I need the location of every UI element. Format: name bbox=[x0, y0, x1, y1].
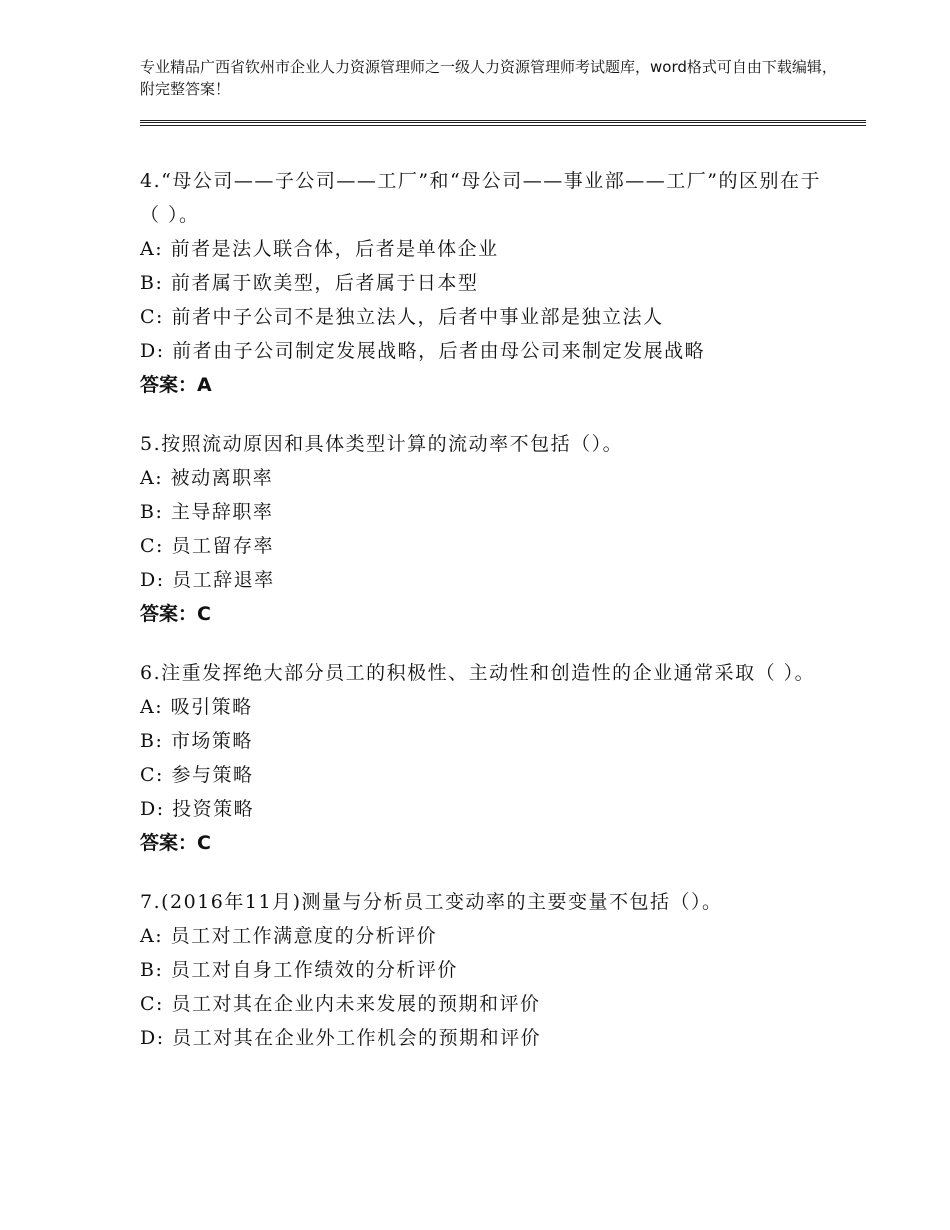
option-c: C: 员工留存率 bbox=[140, 535, 274, 557]
option-d: D: 前者由子公司制定发展战略，后者由母公司来制定发展战略 bbox=[140, 340, 706, 362]
question-title: 7.(2016年11月)测量与分析员工变动率的主要变量不包括（）。 bbox=[140, 891, 723, 913]
option-d: D: 员工对其在企业外工作机会的预期和评价 bbox=[140, 1027, 542, 1049]
option-b: B: 市场策略 bbox=[140, 730, 253, 752]
answer-label: 答案：C bbox=[140, 603, 211, 625]
option-c: C: 员工对其在企业内未来发展的预期和评价 bbox=[140, 993, 541, 1015]
answer-label: 答案：C bbox=[140, 832, 211, 854]
option-a: A: 前者是法人联合体，后者是单体企业 bbox=[140, 238, 499, 260]
option-a: A: 吸引策略 bbox=[140, 696, 253, 718]
question-list bbox=[140, 164, 830, 1080]
option-c: C: 前者中子公司不是独立法人，后者中事业部是独立法人 bbox=[140, 306, 664, 328]
option-b: B: 前者属于欧美型，后者属于日本型 bbox=[140, 272, 479, 294]
option-c: C: 参与策略 bbox=[140, 764, 254, 786]
question-4 bbox=[140, 164, 830, 402]
option-b: B: 员工对自身工作绩效的分析评价 bbox=[140, 959, 458, 981]
option-a: A: 被动离职率 bbox=[140, 467, 274, 489]
question-title: 6.注重发挥绝大部分员工的积极性、主动性和创造性的企业通常采取（ ）。 bbox=[140, 662, 816, 684]
option-a: A: 员工对工作满意度的分析评价 bbox=[140, 925, 438, 947]
header-text: 专业精品广西省钦州市企业人力资源管理师之一级人力资源管理师考试题库，word格式可自由下载编辑，附完整答案！ bbox=[140, 58, 837, 98]
question-5 bbox=[140, 427, 830, 631]
question-title: 4.“母公司——子公司——工厂”和“母公司——事业部——工厂”的区别在于（ ）。 bbox=[140, 170, 821, 226]
question-6 bbox=[140, 656, 830, 860]
option-d: D: 投资策略 bbox=[140, 798, 255, 820]
question-title: 5.按照流动原因和具体类型计算的流动率不包括（）。 bbox=[140, 433, 624, 455]
option-d: D: 员工辞退率 bbox=[140, 569, 275, 591]
option-b: B: 主导辞职率 bbox=[140, 501, 274, 523]
question-7 bbox=[140, 885, 830, 1055]
answer-label: 答案：A bbox=[140, 374, 212, 396]
header-divider bbox=[140, 120, 866, 126]
